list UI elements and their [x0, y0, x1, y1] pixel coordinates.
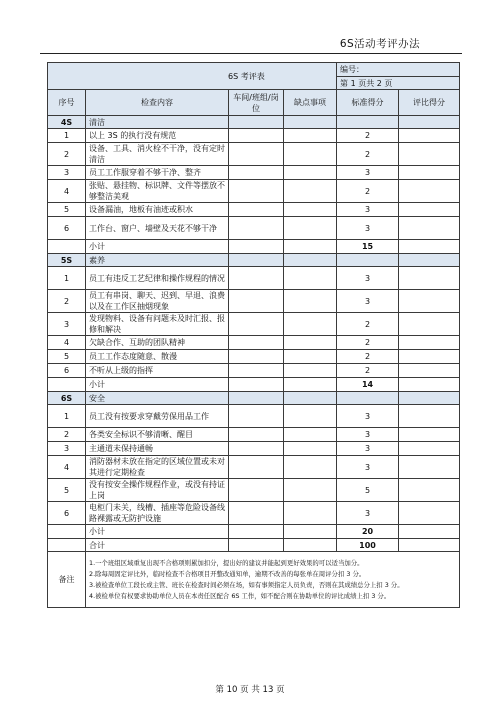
rated-score-cell: [399, 267, 460, 290]
table-row: [48, 203, 460, 217]
standard-score: 2: [337, 180, 399, 203]
table-row: [48, 217, 460, 240]
page-footer: 第 10 页 共 13 页: [215, 685, 285, 695]
empty-cell: [284, 116, 337, 129]
check-content: 主通道未保持通畅: [86, 442, 229, 456]
rated-score-cell: [399, 405, 460, 428]
check-content: 不听从上级的指挥: [86, 364, 229, 378]
workshop-cell: [229, 428, 284, 442]
empty-cell: [229, 116, 284, 129]
row-number: 3: [48, 442, 86, 456]
check-content: 消防器材未放在指定的区域位置或未对其进行定期检查: [86, 456, 229, 479]
empty-cell: [284, 254, 337, 267]
workshop-cell: [229, 479, 284, 502]
rated-score-cell: [399, 313, 460, 336]
empty-cell: [284, 240, 337, 254]
section-header-row: [48, 254, 460, 267]
rated-score-cell: [399, 217, 460, 240]
standard-score: 2: [337, 313, 399, 336]
empty-cell: [229, 254, 284, 267]
row-number: 4: [48, 456, 86, 479]
empty-cell: [399, 539, 460, 552]
check-content: 员工没有按要求穿戴劳保用品工作: [86, 405, 229, 428]
table-row: [48, 405, 460, 428]
workshop-cell: [229, 502, 284, 525]
check-content: 没有按安全操作规程作业，或没有持证上岗: [86, 479, 229, 502]
standard-score: 3: [337, 217, 399, 240]
rated-score-cell: [399, 290, 460, 313]
notes-text: [86, 552, 460, 608]
standard-score: 3: [337, 442, 399, 456]
rated-score-cell: [399, 428, 460, 442]
defects-cell: [284, 267, 337, 290]
table-row: [48, 336, 460, 350]
empty-cell: [284, 525, 337, 539]
defects-cell: [284, 405, 337, 428]
empty-cell: [48, 525, 86, 539]
table-row: [48, 428, 460, 442]
header-rule: [40, 53, 462, 54]
standard-score: 2: [337, 336, 399, 350]
subtotal-row: [48, 525, 460, 539]
rated-score-cell: [399, 350, 460, 364]
empty-cell: [337, 116, 399, 129]
defects-cell: [284, 313, 337, 336]
standard-score: 3: [337, 290, 399, 313]
table-row: [48, 479, 460, 502]
row-number: 1: [48, 405, 86, 428]
table-row: [48, 290, 460, 313]
notes-label: 备注: [48, 552, 86, 608]
empty-cell: [229, 378, 284, 392]
workshop-cell: [229, 166, 284, 180]
subtotal-value: 15: [337, 240, 399, 254]
check-content: 工作台、窗户、墙壁及天花不够干净: [86, 217, 229, 240]
rated-score-cell: [399, 336, 460, 350]
check-content: 张贴、悬挂物、标识牌、文件等摆放不够整洁美观: [86, 180, 229, 203]
workshop-cell: [229, 290, 284, 313]
empty-cell: [337, 392, 399, 405]
empty-cell: [229, 240, 284, 254]
rated-score-cell: [399, 364, 460, 378]
row-number: 6: [48, 364, 86, 378]
row-number: 1: [48, 267, 86, 290]
standard-score: 3: [337, 428, 399, 442]
section-code: 6S: [48, 392, 86, 405]
table-row: [48, 143, 460, 166]
row-number: 2: [48, 143, 86, 166]
standard-score: 3: [337, 203, 399, 217]
defects-cell: [284, 442, 337, 456]
workshop-cell: [229, 336, 284, 350]
defects-cell: [284, 217, 337, 240]
empty-cell: [399, 392, 460, 405]
total-label: 合计: [86, 539, 229, 552]
empty-cell: [284, 392, 337, 405]
section-name: 素养: [86, 254, 229, 267]
section-code: 4S: [48, 116, 86, 129]
row-number: 2: [48, 428, 86, 442]
check-content: 发现物料、设备有问题未及时汇报、报修和解决: [86, 313, 229, 336]
empty-cell: [48, 539, 86, 552]
note-line: 1.一个班组区域重复出现不合格项则累加扣分，提出好的建议并能起到更好效果的可以适当加分。: [89, 558, 364, 567]
row-number: 5: [48, 203, 86, 217]
defects-cell: [284, 129, 337, 143]
note-line: 4.被检单位有权要求协助单位人员在本责任区配合 6S 工作，如不配合则在协助单位的评比成绩上扣 3 分。: [89, 591, 391, 600]
document-title: 6S活动考评办法: [339, 38, 421, 50]
check-content: 设备、工具、消火栓不干净，没有定时清洁: [86, 143, 229, 166]
workshop-cell: [229, 129, 284, 143]
standard-score: 3: [337, 502, 399, 525]
empty-cell: [399, 378, 460, 392]
defects-cell: [284, 336, 337, 350]
subtotal-label: 小计: [86, 525, 229, 539]
row-number: 4: [48, 180, 86, 203]
workshop-cell: [229, 405, 284, 428]
row-number: 4: [48, 336, 86, 350]
note-line: 3.被检查单位工段长或主管、班长在检查时间必须在场，如有事须指定人员负责，否则在其成绩总分上扣 3 分。: [89, 580, 404, 589]
col-header-content: 检查内容: [86, 90, 229, 116]
empty-cell: [399, 525, 460, 539]
workshop-cell: [229, 180, 284, 203]
standard-score: 2: [337, 143, 399, 166]
section-name: 安全: [86, 392, 229, 405]
standard-score: 5: [337, 479, 399, 502]
row-number: 6: [48, 502, 86, 525]
defects-cell: [284, 364, 337, 378]
defects-cell: [284, 456, 337, 479]
empty-cell: [48, 378, 86, 392]
defects-cell: [284, 479, 337, 502]
check-content: 各类安全标识不够清晰、醒目: [86, 428, 229, 442]
table-row: [48, 442, 460, 456]
total-value: 100: [337, 539, 399, 552]
defects-cell: [284, 428, 337, 442]
defects-cell: [284, 502, 337, 525]
row-number: 3: [48, 166, 86, 180]
defects-cell: [284, 143, 337, 166]
section-code: 5S: [48, 254, 86, 267]
check-content: 员工工作态度随意、散漫: [86, 350, 229, 364]
row-number: 5: [48, 479, 86, 502]
row-number: 2: [48, 290, 86, 313]
col-header-no: 序号: [48, 90, 86, 116]
workshop-cell: [229, 313, 284, 336]
row-number: 3: [48, 313, 86, 336]
total-row: [48, 539, 460, 552]
code-label: 编号：: [337, 63, 460, 77]
col-header-defects: 缺点事项: [284, 90, 337, 116]
defects-cell: [284, 290, 337, 313]
table-row: [48, 364, 460, 378]
check-content: 员工有违反工艺纪律和操作规程的情况: [86, 267, 229, 290]
check-content: 以上 3S 的执行没有规范: [86, 129, 229, 143]
empty-cell: [399, 116, 460, 129]
form-title: 6S 考评表: [48, 63, 337, 90]
subtotal-label: 小计: [86, 378, 229, 392]
rated-score-cell: [399, 166, 460, 180]
col-header-standard-score: 标准得分: [337, 90, 399, 116]
standard-score: 2: [337, 350, 399, 364]
empty-cell: [399, 254, 460, 267]
section-name: 清洁: [86, 116, 229, 129]
standard-score: 2: [337, 129, 399, 143]
defects-cell: [284, 180, 337, 203]
section-header-row: [48, 392, 460, 405]
table-row: [48, 350, 460, 364]
defects-cell: [284, 350, 337, 364]
rated-score-cell: [399, 442, 460, 456]
subtotal-row: [48, 240, 460, 254]
standard-score: 2: [337, 364, 399, 378]
workshop-cell: [229, 350, 284, 364]
page-info: 第 1 页共 2 页: [337, 77, 460, 90]
subtotal-value: 14: [337, 378, 399, 392]
workshop-cell: [229, 364, 284, 378]
note-line: 2.除每周固定评比外，临时检查不合格项目开整改通知单，逾期不改善的每张单在周评分扣 3 分。: [89, 569, 366, 578]
col-header-workshop: 车间/班组/岗位: [229, 90, 284, 116]
table-row: [48, 129, 460, 143]
table-row: [48, 456, 460, 479]
empty-cell: [337, 254, 399, 267]
empty-cell: [229, 525, 284, 539]
empty-cell: [48, 240, 86, 254]
rated-score-cell: [399, 456, 460, 479]
table-row: [48, 180, 460, 203]
check-content: 设备漏油，地板有油迹或积水: [86, 203, 229, 217]
evaluation-table: [47, 62, 460, 608]
row-number: 5: [48, 350, 86, 364]
col-header-rated-score: 评比得分: [399, 90, 460, 116]
notes-row: [48, 552, 460, 608]
check-content: 电柜门未关，线槽、插座等危险设备线路裸露或无防护设施: [86, 502, 229, 525]
standard-score: 3: [337, 405, 399, 428]
workshop-cell: [229, 203, 284, 217]
row-number: 1: [48, 129, 86, 143]
table-row: [48, 166, 460, 180]
workshop-cell: [229, 217, 284, 240]
table-row: [48, 502, 460, 525]
defects-cell: [284, 203, 337, 217]
workshop-cell: [229, 456, 284, 479]
table-row: [48, 313, 460, 336]
rated-score-cell: [399, 203, 460, 217]
table-row: [48, 267, 460, 290]
standard-score: 3: [337, 267, 399, 290]
subtotal-label: 小计: [86, 240, 229, 254]
rated-score-cell: [399, 129, 460, 143]
empty-cell: [284, 378, 337, 392]
check-content: 欠缺合作、互助的团队精神: [86, 336, 229, 350]
subtotal-value: 20: [337, 525, 399, 539]
defects-cell: [284, 166, 337, 180]
rated-score-cell: [399, 502, 460, 525]
empty-cell: [284, 539, 337, 552]
rated-score-cell: [399, 143, 460, 166]
standard-score: 3: [337, 456, 399, 479]
check-content: 员工有串岗、聊天、迟到、早退、浪费以及在工作区抽烟现象: [86, 290, 229, 313]
standard-score: 3: [337, 166, 399, 180]
workshop-cell: [229, 442, 284, 456]
section-header-row: [48, 116, 460, 129]
empty-cell: [229, 392, 284, 405]
workshop-cell: [229, 267, 284, 290]
check-content: 员工工作服穿着不够干净、整齐: [86, 166, 229, 180]
workshop-cell: [229, 143, 284, 166]
rated-score-cell: [399, 479, 460, 502]
subtotal-row: [48, 378, 460, 392]
rated-score-cell: [399, 180, 460, 203]
empty-cell: [399, 240, 460, 254]
row-number: 6: [48, 217, 86, 240]
empty-cell: [229, 539, 284, 552]
